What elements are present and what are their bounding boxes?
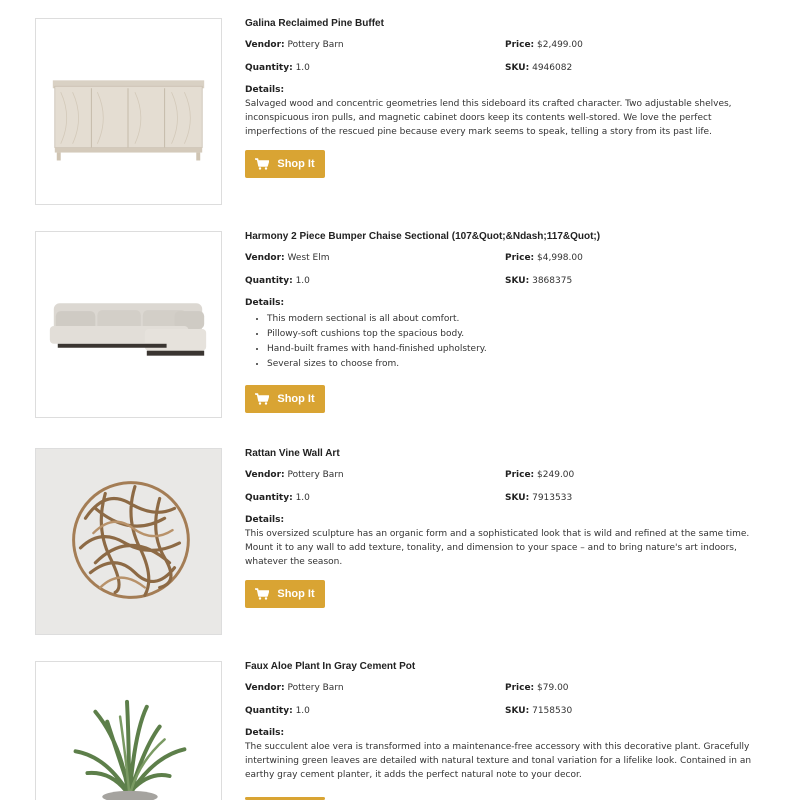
price-field [505, 683, 569, 693]
quantity-field [245, 63, 310, 73]
sku-value: 7913533 [532, 493, 573, 503]
price-field [505, 253, 583, 263]
sku-field [505, 63, 572, 73]
price-value: $249.00 [537, 470, 575, 480]
sku-value: 3868375 [532, 276, 573, 286]
price-field [505, 40, 583, 50]
sku-label: SKU: [505, 276, 530, 286]
vendor-field [245, 470, 344, 480]
price-label: Price: [505, 253, 535, 263]
sku-field [505, 706, 572, 716]
vendor-value: Pottery Barn [287, 683, 344, 693]
price-label: Price: [505, 40, 535, 50]
sku-label: SKU: [505, 493, 530, 503]
price-value: $79.00 [537, 683, 569, 693]
sku-field [505, 276, 572, 286]
vendor-field [245, 40, 344, 50]
product-title: Harmony 2 Piece Bumper Chaise Sectional (107&Quot;&Ndash;117&Quot;) [245, 231, 601, 242]
vendor-value: Pottery Barn [287, 40, 344, 50]
details-text: This oversized sculpture has an organic form and a sophisticated look that is wild and refined at the same time. Mount it to any wall to add texture, tonality, and dimension to your space – and to bring nature's art indoors, whatever the season. [245, 529, 750, 568]
quantity-value: 1.0 [295, 276, 310, 286]
shop-it-button[interactable] [245, 150, 325, 178]
details-label: Details: [245, 515, 285, 525]
quantity-value: 1.0 [295, 706, 310, 716]
list-item: • Several sizes to choose from. [267, 357, 487, 372]
vendor-value: Pottery Barn [287, 470, 344, 480]
details-list [245, 312, 487, 372]
vendor-field [245, 253, 329, 263]
quantity-value: 1.0 [295, 63, 310, 73]
quantity-label: Quantity: [245, 706, 293, 716]
sku-field [505, 493, 572, 503]
price-value: $4,998.00 [537, 253, 583, 263]
vendor-label: Vendor: [245, 470, 285, 480]
shop-it-label: Shop It [277, 393, 315, 405]
quantity-label: Quantity: [245, 63, 293, 73]
price-field [505, 470, 574, 480]
vendor-label: Vendor: [245, 683, 285, 693]
shop-it-button[interactable] [245, 580, 325, 608]
details-label: Details: [245, 298, 285, 308]
aloe-plant-image [36, 662, 221, 800]
product-image-aloe-plant[interactable] [35, 661, 222, 800]
quantity-label: Quantity: [245, 493, 293, 503]
quantity-field [245, 706, 310, 716]
quantity-field [245, 276, 310, 286]
shop-it-label: Shop It [277, 588, 315, 600]
product-title: Galina Reclaimed Pine Buffet [245, 18, 384, 29]
list-item: • Pillowy-soft cushions top the spacious body. [267, 327, 487, 342]
sku-value: 7158530 [532, 706, 573, 716]
vendor-label: Vendor: [245, 40, 285, 50]
price-label: Price: [505, 683, 535, 693]
buffet-image [36, 19, 221, 204]
product-title: Faux Aloe Plant In Gray Cement Pot [245, 661, 416, 672]
sku-label: SKU: [505, 706, 530, 716]
product-image-sectional[interactable] [35, 231, 222, 418]
product-title: Rattan Vine Wall Art [245, 448, 340, 459]
quantity-field [245, 493, 310, 503]
sku-label: SKU: [505, 63, 530, 73]
sofa-image [36, 232, 221, 417]
details-label: Details: [245, 85, 285, 95]
details-text: The succulent aloe vera is transformed into a maintenance-free accessory with this decorative plant. Gracefully intertwining green leaves are detailed with natural texture and tonal variation for a lifelike look. Contained in an earthy gray cement planter, it adds the perfect natural note to your decor. [245, 742, 752, 781]
vendor-field [245, 683, 344, 693]
wall-art-image [36, 449, 221, 634]
cart-icon [255, 158, 269, 170]
shop-it-button[interactable] [245, 385, 325, 413]
list-item: • This modern sectional is all about comfort. [267, 312, 487, 327]
list-item: • Hand-built frames with hand-finished upholstery. [267, 342, 487, 357]
price-label: Price: [505, 470, 535, 480]
cart-icon [255, 588, 269, 600]
product-image-buffet[interactable] [35, 18, 222, 205]
shop-it-label: Shop It [277, 158, 315, 170]
cart-icon [255, 393, 269, 405]
details-label: Details: [245, 728, 285, 738]
product-image-wall-art[interactable] [35, 448, 222, 635]
sku-value: 4946082 [532, 63, 573, 73]
price-value: $2,499.00 [537, 40, 583, 50]
vendor-label: Vendor: [245, 253, 285, 263]
quantity-label: Quantity: [245, 276, 293, 286]
details-text: Salvaged wood and concentric geometries lend this sideboard its crafted character. Two adjustable shelves, inconspicuous iron pulls, and magnetic cabinet doors keep its contents well-stored. We love the perfect imperfections of the rescued pine because every mark seems to speak, telling a story from its past life. [245, 99, 732, 138]
quantity-value: 1.0 [295, 493, 310, 503]
vendor-value: West Elm [287, 253, 330, 263]
